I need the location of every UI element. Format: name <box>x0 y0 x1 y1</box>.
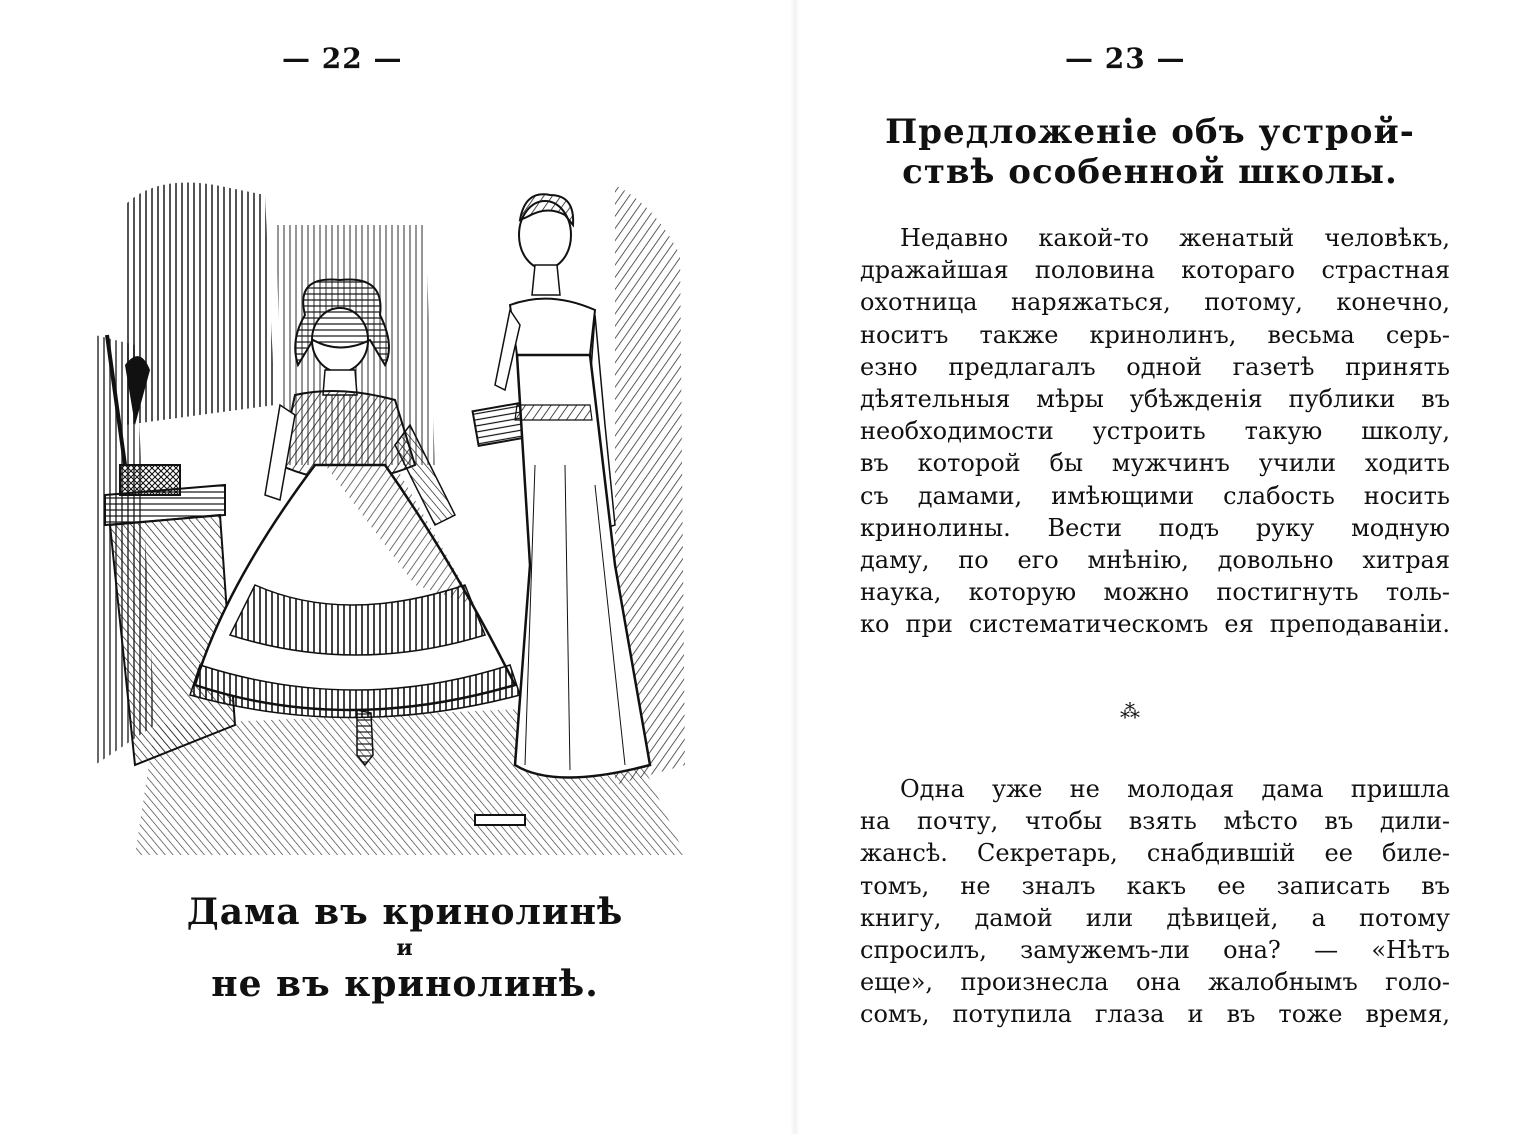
text-line: охотница наряжаться, потому, конечно, <box>860 288 1450 317</box>
text-line: дражайшая половина котораго страстная <box>860 256 1450 285</box>
text-line: сомъ, потупила глаза и въ тоже время, <box>860 1000 1450 1029</box>
text-line: наука, которую можно постигнуть толь- <box>860 578 1450 607</box>
heading-line-2: ствѣ особенной школы. <box>902 152 1398 192</box>
text-line: носитъ также кринолинъ, весьма серь- <box>860 320 1450 349</box>
text-line: езно предлагалъ одной газетѣ принять <box>860 352 1450 381</box>
caption-line-1: Дама въ кринолинѣ <box>186 891 624 933</box>
left-page-number: — 22 — <box>282 42 403 75</box>
text-line: книгу, дамой или дѣвицей, а потому <box>860 903 1450 932</box>
text-line: Недавно какой-то женатый человѣкъ, <box>900 224 1450 252</box>
engraving-illustration <box>95 165 695 855</box>
heading-line-1: Предложеніе объ устрой- <box>885 112 1415 152</box>
section-separator: ⁂ <box>1120 699 1140 723</box>
paragraph-2 <box>860 773 1450 1031</box>
text-line: спросилъ, замужемъ-ли она? — «Нѣтъ <box>860 936 1450 965</box>
text-line: даму, по его мнѣнію, довольно хитрая <box>860 546 1450 575</box>
right-page-number: — 23 — <box>1065 42 1186 75</box>
text-line: кринолины. Вести подъ руку модную <box>860 513 1450 542</box>
text-line: необходимости устроить такую школу, <box>860 417 1450 446</box>
text-line: томъ, не зналъ какъ ее записать въ <box>860 871 1450 900</box>
text-line: ко при систематическомъ ея преподаваніи. <box>860 610 1450 639</box>
paragraph-1 <box>860 222 1450 641</box>
text-line: жансѣ. Секретарь, снабдившій ее биле- <box>860 839 1450 868</box>
text-line: еще», произнесла она жалобнымъ голо- <box>860 968 1450 997</box>
caption-line-2: и <box>396 935 414 961</box>
caption-line-3: не въ кринолинѣ. <box>211 963 599 1005</box>
right-page <box>800 0 1515 1134</box>
text-line: дѣятельныя мѣры убѣжденія публики въ <box>860 385 1450 414</box>
book-gutter <box>790 0 800 1134</box>
text-line: на почту, чтобы взять мѣсто въ дили- <box>860 807 1450 836</box>
text-line: съ дамами, имѣющими слабость носить <box>860 481 1450 510</box>
illustration-caption <box>160 892 650 1004</box>
text-line: въ которой бы мужчинъ учили ходить <box>860 449 1450 478</box>
article-heading <box>860 112 1440 192</box>
text-line: Одна уже не молодая дама пришла <box>900 775 1450 803</box>
